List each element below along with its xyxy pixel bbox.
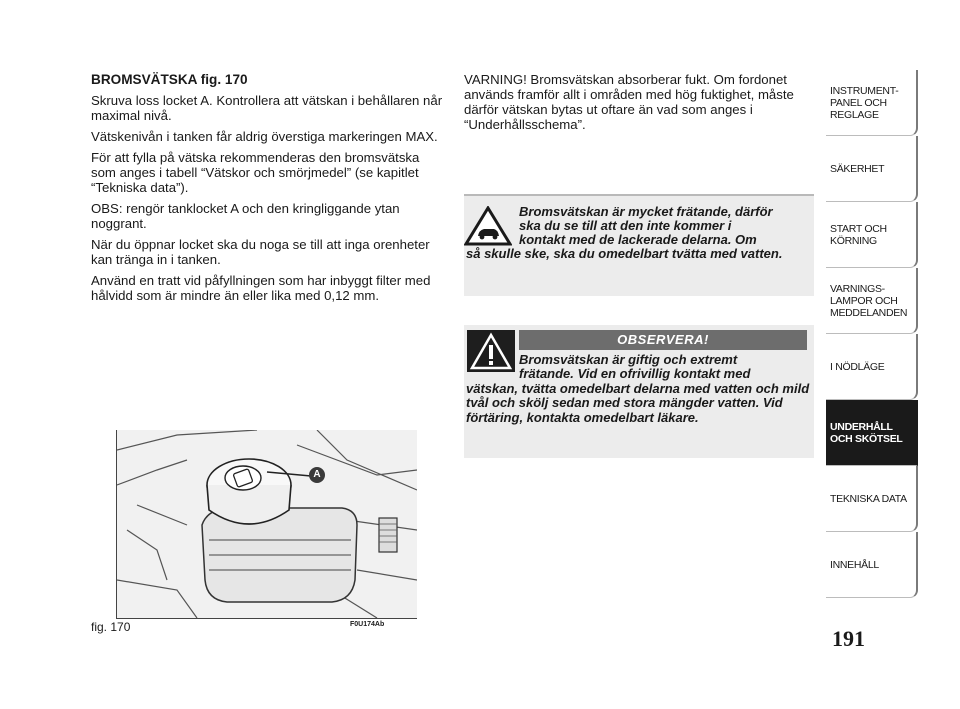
tab-start-och-korning[interactable] — [826, 202, 918, 268]
caution-line: ska du se till att den inte kommer i — [519, 218, 732, 233]
caution-text — [466, 205, 806, 261]
figure-caption: fig. 170 — [91, 620, 131, 634]
tab-label: INNEHÅLL — [830, 558, 879, 571]
tab-label: UNDERHÅLL OCH SKÖTSEL — [830, 420, 903, 445]
figure-code: F0U174Ab — [350, 621, 385, 628]
tab-sakerhet[interactable] — [826, 136, 918, 202]
caution-box — [464, 194, 814, 296]
tab-instrumentpanel[interactable] — [826, 70, 918, 136]
page-number: 191 — [832, 626, 865, 651]
notice-box — [464, 325, 814, 458]
section-heading: BROMSVÄTSKA fig. 170 — [91, 72, 248, 87]
tab-label: SÄKERHET — [830, 162, 885, 175]
notice-text — [466, 353, 810, 425]
notice-line: frätande. Vid en ofrivillig kontakt med — [519, 366, 751, 382]
paragraph: Använd en tratt vid påfyllningen som har inbyggt filter med hålvidd som är mindre än eller lika med 0,12 mm. — [91, 273, 431, 303]
caution-line: Bromsvätskan är mycket frätande, därför — [519, 204, 773, 219]
paragraph: Vätskenivån i tanken får aldrig överstiga markeringen MAX. — [91, 129, 438, 144]
chapter-tabs — [826, 70, 918, 598]
paragraph: För att fylla på vätska rekommenderas den bromsvätska som anges i tabell “Vätskor och smörjmedel” (se kapitlet “Tekniska data”). — [91, 150, 420, 195]
brake-fluid-reservoir-figure — [116, 430, 417, 619]
notice-line: Bromsvätskan är giftig och extremt — [519, 352, 738, 367]
caution-line: så skulle ske, ska du omedelbart tvätta med vatten. — [466, 246, 783, 261]
tab-varningslampor[interactable] — [826, 268, 918, 334]
tab-label: START OCH KÖRNING — [830, 222, 887, 247]
tab-label: INSTRUMENT- PANEL OCH REGLAGE — [830, 84, 899, 121]
reservoir-illustration — [117, 430, 417, 618]
paragraph: OBS: rengör tanklocket A och den kringliggande ytan noggrant. — [91, 201, 400, 231]
callout-a: A — [309, 467, 325, 483]
tab-label: TEKNISKA DATA — [830, 492, 907, 505]
tab-label: I NÖDLÄGE — [830, 360, 885, 373]
paragraph: Skruva loss locket A. Kontrollera att vätskan i behållaren når maximal nivå. — [91, 93, 443, 123]
tab-i-nodlage[interactable] — [826, 334, 918, 400]
notice-line: vätskan, tvätta omedelbart delarna med vatten och mild tvål och skölj sedan med stora mängder vatten. Vid förtäring, kontakta omedelbart läkare. — [466, 380, 810, 425]
tab-innehall[interactable] — [826, 532, 918, 598]
tab-label: VARNINGS- LAMPOR OCH MEDDELANDEN — [830, 282, 908, 319]
tab-tekniska-data[interactable] — [826, 466, 918, 532]
left-column — [91, 72, 445, 309]
warning-paragraph: VARNING! Bromsvätskan absorberar fukt. Om fordonet används framför allt i områden med hög fuktighet, måste därför vätskan bytas ut oftare än vad som anges i “Underhållsschema”. — [464, 72, 794, 132]
caution-line: kontakt med de lackerade delarna. Om — [519, 232, 757, 247]
tab-underhall-och-skotsel[interactable] — [826, 400, 918, 466]
paragraph: När du öppnar locket ska du noga se till att inga orenheter kan tränga in i tanken. — [91, 237, 430, 267]
notice-title: OBSERVERA! — [519, 330, 807, 350]
